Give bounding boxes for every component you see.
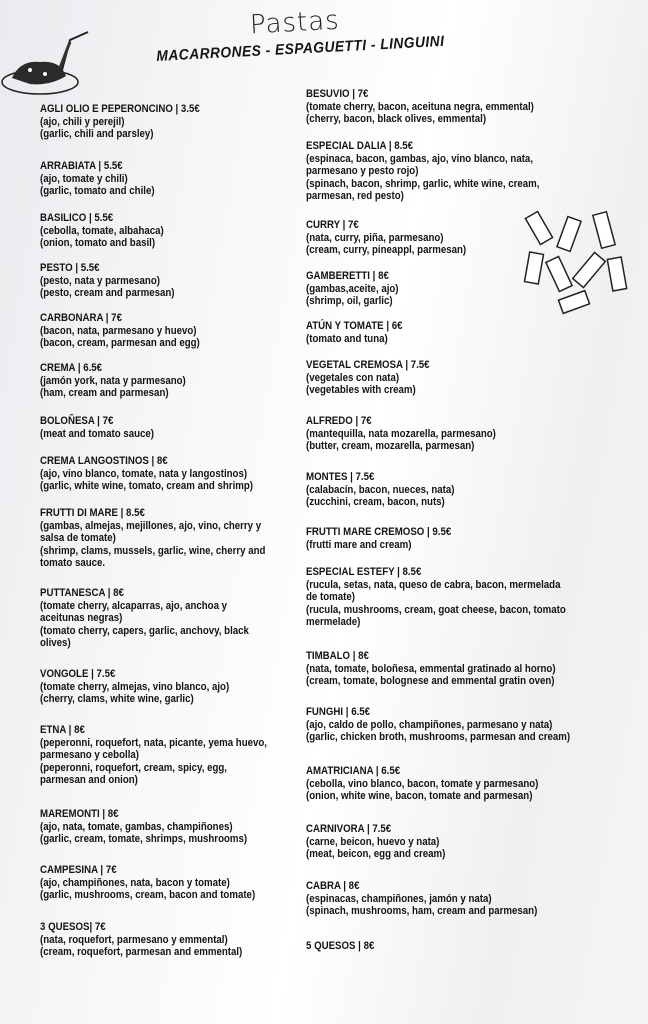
menu-item-description: (frutti mare and cream) [306,538,412,551]
menu-item-name: AGLI OLIO E PEPERONCINO | 3.5€ [40,103,200,115]
page-subtitle: MACARRONES - ESPAGUETTI - LINGUINI [156,32,445,65]
menu-item-name: ALFREDO | 7€ [306,415,372,427]
menu-item-description: (peperonni, roquefort, cream, spicy, egg, [40,761,228,774]
menu-item-name: ARRABIATA | 5.5€ [40,160,123,172]
menu-item [306,706,570,744]
menu-item-description: (garlic, chili and parsley) [40,128,154,140]
menu-item-name: ESPECIAL DALIA | 8.5€ [306,140,414,152]
menu-item-description: (carne, beicon, huevo y nata) [306,835,440,848]
menu-item-description: (shrimp, clams, mussels, garlic, wine, cherry and [40,544,266,557]
menu-item-description: (spinach, mushrooms, ham, cream and parmesan) [306,905,538,917]
menu-item-description: (peperonni, roquefort, nata, picante, yema huevo, [40,736,267,749]
menu-item-description: (tomato and tuna) [306,332,388,345]
menu-item-name: 3 QUESOS| 7€ [40,921,106,933]
menu-item-description: (cream, roquefort, parmesan and emmental) [40,946,243,958]
menu-item-name: MONTES | 7.5€ [306,471,375,483]
menu-item-description: (ajo, champiñones, nata, bacon y tomate) [40,876,230,889]
menu-item [306,566,566,629]
menu-item [40,724,267,787]
menu-item-description: (calabacín, bacon, nueces, nata) [306,483,455,496]
menu-item-description: (pesto, nata y parmesano) [40,274,160,287]
menu-item [40,362,186,400]
menu-item-description: (rucula, setas, nata, queso de cabra, bacon, mermelada [306,578,561,591]
menu-item-description: aceitunas negras) [40,612,123,624]
menu-item [306,880,537,918]
menu-item [306,526,451,551]
menu-item-name: BASILICO | 5.5€ [40,212,114,224]
menu-item-description: (garlic, tomato and chile) [40,185,155,197]
menu-item-description: (nata, tomate, boloñesa, emmental gratinado al horno) [306,662,556,675]
menu-item-name: GAMBERETTI | 8€ [306,270,389,282]
menu-item-description: parmesano y cebolla) [40,749,139,761]
menu-item-name: PESTO | 5.5€ [40,262,100,274]
menu-item-description: parmesan, red pesto) [306,190,404,202]
menu-item-description: (ajo, vino blanco, tomate, nata y langostinos) [40,467,248,480]
menu-item [40,212,164,250]
menu-item-description: (garlic, chicken broth, mushrooms, parmesan and cream) [306,731,571,743]
menu-item [306,359,430,397]
menu-item-name: MAREMONTI | 8€ [40,808,119,820]
menu-item-name: TIMBALO | 8€ [306,650,369,662]
menu-item-name: CREMA LANGOSTINOS | 8€ [40,455,168,467]
menu-item [306,140,539,203]
menu-item [40,312,200,350]
menu-item [40,921,242,959]
menu-item [40,103,200,141]
menu-item-description: (onion, tomato and basil) [40,237,156,249]
menu-item-description: (gambas,aceite, ajo) [306,282,399,295]
menu-item-description: (vegetales con nata) [306,371,400,384]
menu-item-description: (meat, beicon, egg and cream) [306,848,446,860]
menu-item-name: VONGOLE | 7.5€ [40,668,116,680]
menu-item-name: BOLOÑESA | 7€ [40,415,114,427]
menu-item-name: CARNIVORA | 7.5€ [306,823,392,835]
menu-item-description: (tomate cherry, almejas, vino blanco, ajo) [40,680,230,693]
menu-item [40,864,255,902]
menu-item [306,471,454,509]
menu-item-name: CAMPESINA | 7€ [40,864,117,876]
menu-item-description: (tomate cherry, bacon, aceituna negra, emmental) [306,100,534,113]
menu-item-description: (nata, roquefort, parmesano y emmental) [40,933,228,946]
menu-item-description: (vegetables with cream) [306,384,416,396]
menu-item-description: parmesan and onion) [40,774,138,786]
menu-item-description: (espinaca, bacon, gambas, ajo, vino blanco, nata, [306,152,534,165]
menu-item [40,507,265,570]
menu-item-name: CURRY | 7€ [306,219,359,231]
menu-item-name: FRUTTI DI MARE | 8.5€ [40,507,145,519]
menu-item-description: (butter, cream, mozarella, parmesan) [306,440,475,452]
menu-item-description: (spinach, bacon, shrimp, garlic, white wine, cream, [306,177,540,190]
menu-item-description: (bacon, nata, parmesano y huevo) [40,324,197,337]
menu-item-description: mermelade) [306,616,361,628]
menu-item [40,415,154,440]
menu-item [306,270,399,308]
menu-item [306,415,496,453]
menu-item [306,650,556,688]
menu-item [306,940,374,953]
menu-item [40,587,249,650]
menu-item-description: (ham, cream and parmesan) [40,387,169,399]
menu-item-description: (bacon, cream, parmesan and egg) [40,337,200,349]
menu-item [306,823,445,861]
menu-item [40,808,247,846]
menu-item-description: (jamón york, nata y parmesano) [40,374,186,387]
menu-item-description: (cherry, clams, white wine, garlic) [40,693,194,705]
pasta-plate-illustration-icon [0,30,100,100]
menu-item [306,219,466,257]
menu-item-description: (shrimp, oil, garlic) [306,295,393,307]
menu-item-name: BESUVIO | 7€ [306,88,369,100]
page-title: Pastas [249,5,341,41]
menu-item [306,320,402,345]
menu-item-name: VEGETAL CREMOSA | 7.5€ [306,359,430,371]
menu-item-description: (mantequilla, nata mozarella, parmesano) [306,427,496,440]
menu-item-description: (cebolla, tomate, albahaca) [40,224,164,237]
menu-item [40,668,229,706]
menu-item-description: (garlic, mushrooms, cream, bacon and tomate) [40,889,256,901]
menu-item-name: AMATRICIANA | 6.5€ [306,765,401,777]
menu-item-description: (cream, curry, pineappl, parmesan) [306,244,467,256]
menu-item [306,765,538,803]
menu-item-description: (gambas, almejas, mejillones, ajo, vino, cherry y [40,519,262,532]
menu-item-description: tomato sauce. [40,557,106,569]
menu-item-description: (cream, tomate, bolognese and emmental gratin oven) [306,675,555,687]
menu-item-description: (tomato cherry, capers, garlic, anchovy, black [40,624,249,637]
menu-item-description: (zucchini, cream, bacon, nuts) [306,496,445,508]
menu-item-name: FUNGHI | 6.5€ [306,706,371,718]
menu-item-description: salsa de tomate) [40,532,116,544]
menu-item-description: olives) [40,637,71,649]
menu-item-description: (ajo, nata, tomate, gambas, champiñones) [40,820,233,833]
menu-item-description: (rucula, mushrooms, cream, goat cheese, bacon, tomato [306,603,566,616]
menu-item-description: (ajo, caldo de pollo, champiñones, parmesano y nata) [306,718,553,731]
menu-item-name: CREMA | 6.5€ [40,362,103,374]
menu-item-name: FRUTTI MARE CREMOSO | 9.5€ [306,526,452,538]
menu-item-name: ESPECIAL ESTEFY | 8.5€ [306,566,422,578]
menu-item-description: (ajo, tomate y chili) [40,172,128,185]
menu-item [40,455,253,493]
menu-item-name: 5 QUESOS | 8€ [306,940,375,952]
menu-item-description: (tomate cherry, alcaparras, ajo, anchoa y [40,599,228,612]
menu-item-description: (espinacas, champiñones, jamón y nata) [306,892,492,905]
menu-item-description: (cherry, bacon, black olives, emmental) [306,113,487,125]
macaroni-illustration-icon [522,208,632,318]
menu-item-description: (nata, curry, piña, parmesano) [306,231,444,244]
menu-item-description: (garlic, cream, tomate, shrimps, mushrooms) [40,833,248,845]
menu-item-description: (garlic, white wine, tomato, cream and shrimp) [40,480,254,492]
menu-item-description: (onion, white wine, bacon, tomate and parmesan) [306,790,533,802]
menu-item-description: (pesto, cream and parmesan) [40,287,175,299]
menu-item-name: ATÚN Y TOMATE | 6€ [306,320,403,332]
menu-item [306,88,534,126]
menu-item-description: (ajo, chili y perejil) [40,115,125,128]
menu-item-name: PUTTANESCA | 8€ [40,587,124,599]
menu-item [40,160,155,198]
menu-item-name: CARBONARA | 7€ [40,312,122,324]
menu-item-description: de tomate) [306,591,355,603]
menu-item-name: ETNA | 8€ [40,724,85,736]
menu-item [40,262,175,300]
menu-item-description: parmesano y pesto rojo) [306,165,419,177]
menu-item-description: (cebolla, vino blanco, bacon, tomate y parmesano) [306,777,539,790]
menu-item-name: CABRA | 8€ [306,880,360,892]
menu-item-description: (meat and tomato sauce) [40,427,155,440]
